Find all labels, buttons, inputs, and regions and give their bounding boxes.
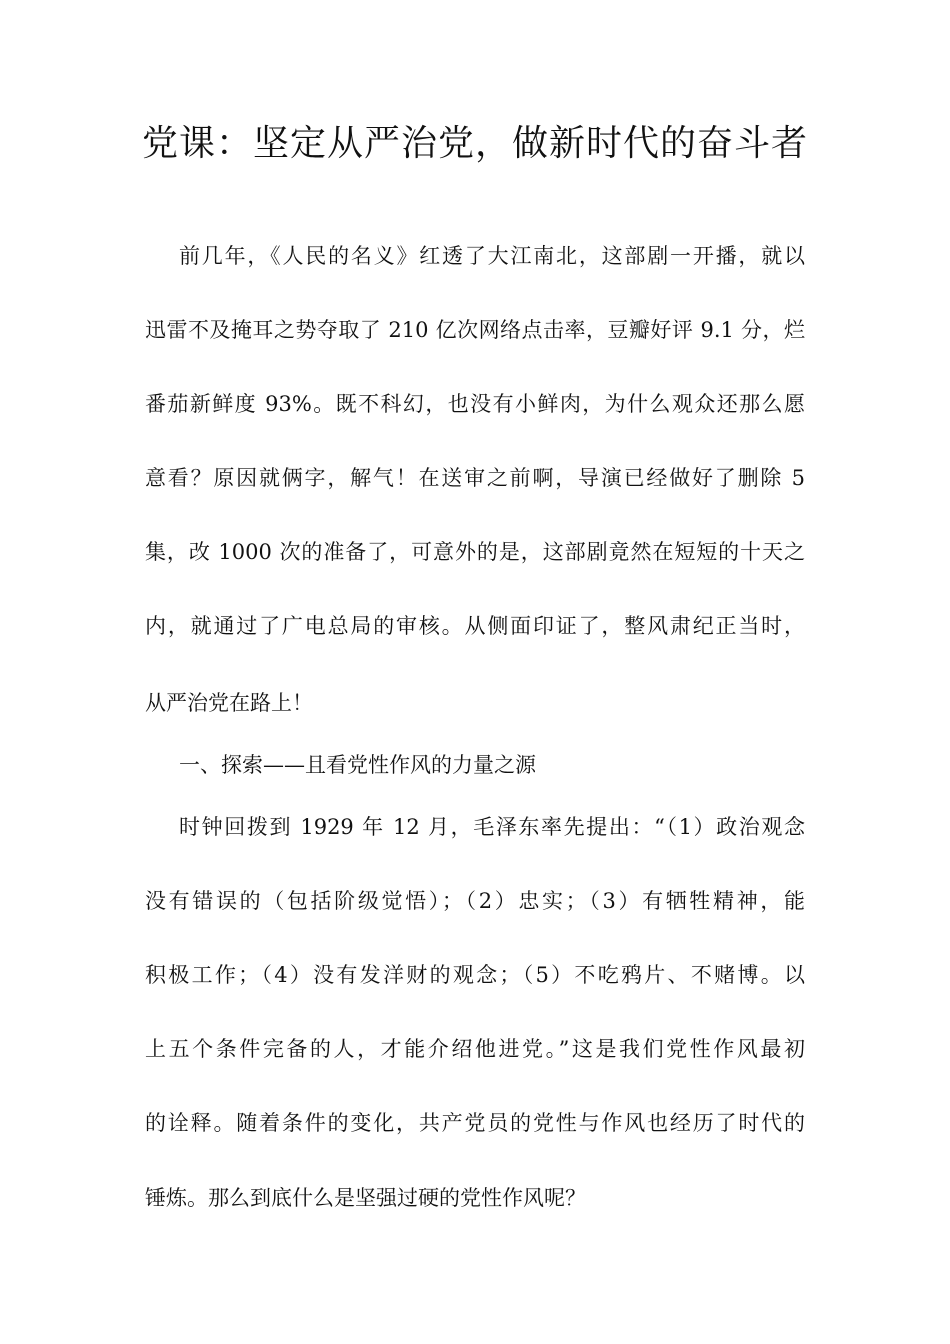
paragraph-line: 集，改 1000 次的准备了，可意外的是，这部剧竟然在短短的十天之: [145, 540, 805, 564]
section-heading: 一、探索——且看党性作风的力量之源: [179, 753, 536, 777]
paragraph-line: 内，就通过了广电总局的审核。从侧面印证了，整风肃纪正当时，: [145, 614, 805, 638]
paragraph-line: 的诠释。随着条件的变化，共产党员的党性与作风也经历了时代的: [145, 1111, 805, 1135]
paragraph-line: 迅雷不及掩耳之势夺取了 210 亿次网络点击率，豆瓣好评 9.1 分，烂: [145, 318, 805, 342]
paragraph-line: 上五个条件完备的人，才能介绍他进党。”这是我们党性作风最初: [145, 1037, 805, 1061]
paragraph-line: 锤炼。那么到底什么是坚强过硬的党性作风呢？: [145, 1186, 586, 1210]
document-title: 党课：坚定从严治党，做新时代的奋斗者: [141, 123, 808, 164]
paragraph-line: 番茄新鲜度 93%。既不科幻，也没有小鲜肉，为什么观众还那么愿: [145, 392, 805, 416]
paragraph-line: 意看？原因就俩字，解气！在送审之前啊，导演已经做好了删除 5: [145, 466, 805, 490]
paragraph-line: 从严治党在路上！: [145, 691, 313, 715]
paragraph-line: 没有错误的（包括阶级觉悟）；（2）忠实；（3）有牺牲精神，能: [145, 889, 805, 913]
paragraph-line: 积极工作；（4）没有发洋财的观念；（5）不吃鸦片、不赌博。以: [145, 963, 805, 987]
paragraph-line: 时钟回拨到 1929 年 12 月，毛泽东率先提出：“（1）政治观念: [179, 815, 805, 839]
paragraph-line: 前几年，《人民的名义》红透了大江南北，这部剧一开播，就以: [179, 244, 805, 268]
